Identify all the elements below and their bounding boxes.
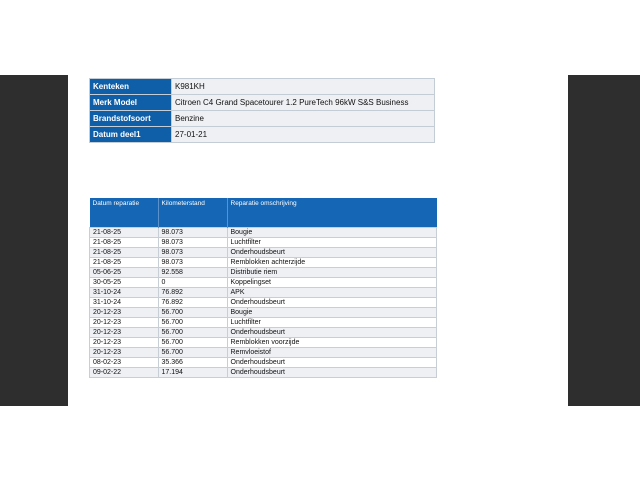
repair-description-cell: Koppelingset <box>227 278 437 288</box>
table-row <box>90 358 437 368</box>
repair-header-row <box>90 198 437 228</box>
odometer-cell: 56.700 <box>158 328 227 338</box>
odometer-cell: 98.073 <box>158 258 227 268</box>
repair-date-cell: 20-12-23 <box>90 318 159 328</box>
table-row <box>90 368 437 378</box>
vehicle-info-value: Citroen C4 Grand Spacetourer 1.2 PureTech 96kW S&S Business <box>172 95 435 111</box>
repair-description-cell: Onderhoudsbeurt <box>227 368 437 378</box>
table-row <box>90 288 437 298</box>
table-row <box>90 338 437 348</box>
repair-date-cell: 20-12-23 <box>90 338 159 348</box>
odometer-cell: 98.073 <box>158 248 227 258</box>
table-row <box>90 268 437 278</box>
table-row <box>90 238 437 248</box>
repair-date-cell: 30-05-25 <box>90 278 159 288</box>
vehicle-info-row <box>90 111 435 127</box>
odometer-cell: 76.892 <box>158 288 227 298</box>
repair-description-cell: Remvloeistof <box>227 348 437 358</box>
document-page <box>68 75 568 406</box>
right-dark-margin <box>568 75 640 406</box>
repair-description-cell: Luchtfilter <box>227 238 437 248</box>
odometer-cell: 92.558 <box>158 268 227 278</box>
odometer-cell: 76.892 <box>158 298 227 308</box>
odometer-cell: 98.073 <box>158 228 227 238</box>
table-row <box>90 258 437 268</box>
repair-history-table <box>89 198 437 378</box>
repair-date-cell: 20-12-23 <box>90 328 159 338</box>
vehicle-info-table <box>89 78 435 143</box>
vehicle-info-row <box>90 79 435 95</box>
vehicle-info-label: Kenteken <box>90 79 172 95</box>
repair-date-cell: 21-08-25 <box>90 228 159 238</box>
odometer-cell: 56.700 <box>158 348 227 358</box>
repair-date-cell: 21-08-25 <box>90 258 159 268</box>
repair-description-cell: APK <box>227 288 437 298</box>
repair-description-cell: Onderhoudsbeurt <box>227 248 437 258</box>
header-repair-date: Datum reparatie <box>90 198 159 228</box>
vehicle-info-row <box>90 95 435 111</box>
odometer-cell: 56.700 <box>158 318 227 328</box>
left-dark-margin <box>0 75 68 406</box>
repair-description-cell: Bougie <box>227 308 437 318</box>
header-repair-description: Reparatie omschrijving <box>227 198 437 228</box>
table-row <box>90 318 437 328</box>
vehicle-info-row <box>90 127 435 143</box>
vehicle-info-label: Brandstofsoort <box>90 111 172 127</box>
repair-description-cell: Distributie riem <box>227 268 437 278</box>
repair-description-cell: Onderhoudsbeurt <box>227 358 437 368</box>
odometer-cell: 0 <box>158 278 227 288</box>
table-row <box>90 348 437 358</box>
vehicle-info-label: Datum deel1 <box>90 127 172 143</box>
repair-date-cell: 05-06-25 <box>90 268 159 278</box>
vehicle-info-label: Merk Model <box>90 95 172 111</box>
vehicle-info-value: K981KH <box>172 79 435 95</box>
vehicle-info-value: Benzine <box>172 111 435 127</box>
repair-description-cell: Bougie <box>227 228 437 238</box>
table-row <box>90 328 437 338</box>
repair-date-cell: 20-12-23 <box>90 308 159 318</box>
vehicle-info-value: 27-01-21 <box>172 127 435 143</box>
odometer-cell: 56.700 <box>158 338 227 348</box>
repair-date-cell: 31-10-24 <box>90 298 159 308</box>
table-row <box>90 298 437 308</box>
odometer-cell: 17.194 <box>158 368 227 378</box>
odometer-cell: 98.073 <box>158 238 227 248</box>
repair-date-cell: 08-02-23 <box>90 358 159 368</box>
repair-description-cell: Remblokken achterzijde <box>227 258 437 268</box>
header-odometer: Kilometerstand <box>158 198 227 228</box>
repair-date-cell: 20-12-23 <box>90 348 159 358</box>
table-row <box>90 228 437 238</box>
repair-description-cell: Remblokken voorzijde <box>227 338 437 348</box>
table-row <box>90 308 437 318</box>
repair-date-cell: 21-08-25 <box>90 238 159 248</box>
repair-description-cell: Onderhoudsbeurt <box>227 298 437 308</box>
repair-date-cell: 09-02-22 <box>90 368 159 378</box>
table-row <box>90 248 437 258</box>
repair-description-cell: Luchtfilter <box>227 318 437 328</box>
odometer-cell: 35.366 <box>158 358 227 368</box>
table-row <box>90 278 437 288</box>
repair-date-cell: 21-08-25 <box>90 248 159 258</box>
repair-date-cell: 31-10-24 <box>90 288 159 298</box>
repair-description-cell: Onderhoudsbeurt <box>227 328 437 338</box>
odometer-cell: 56.700 <box>158 308 227 318</box>
